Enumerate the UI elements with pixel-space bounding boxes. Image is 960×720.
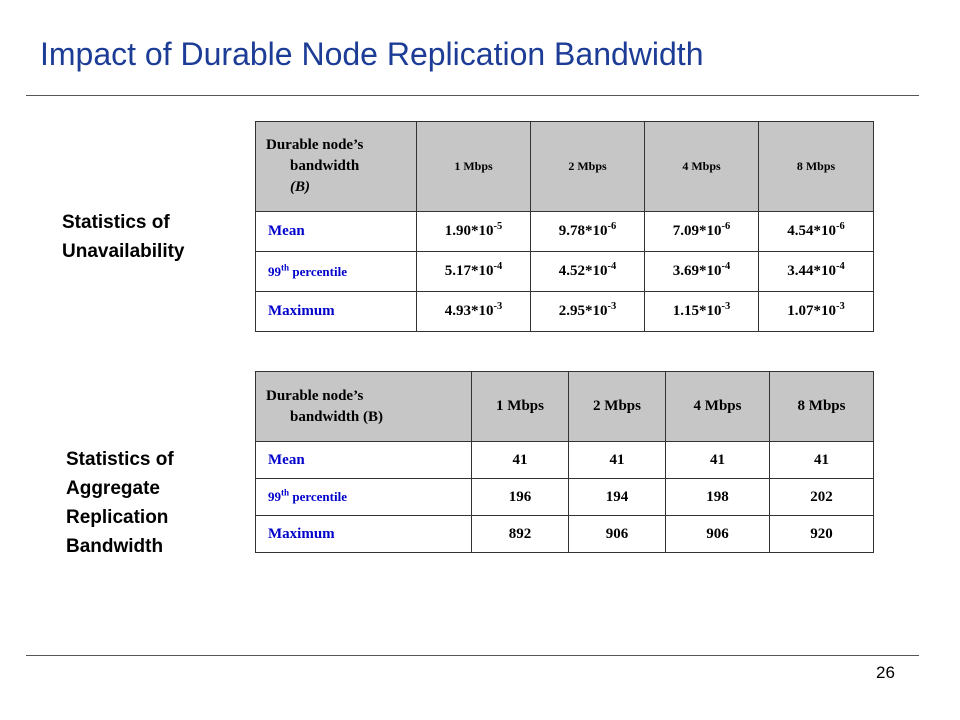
table-cell: 198 xyxy=(666,479,770,516)
table-cell: 906 xyxy=(666,516,770,553)
unavailability-label-line-2: Unavailability xyxy=(62,241,185,262)
page-number: 26 xyxy=(876,663,895,682)
column-header: 4 Mbps xyxy=(666,372,770,442)
table-cell: $3.69*10^{-4}$ xyxy=(645,252,759,292)
table-cell: 196 xyxy=(472,479,569,516)
table-cell: 41 xyxy=(472,442,569,479)
table-row xyxy=(256,479,874,516)
table-cell: 41 xyxy=(569,442,666,479)
column-header: 1 Mbps xyxy=(417,122,531,212)
bandwidth-label-line-1: Statistics of xyxy=(66,449,174,470)
unavailability-label xyxy=(62,208,185,266)
table-cell: $7.09*10^{-6}$ xyxy=(645,212,759,252)
bandwidth-label xyxy=(66,445,174,561)
table-corner-header xyxy=(256,372,472,442)
table-row xyxy=(256,212,874,252)
table-cell: $2.95*10^{-3}$ xyxy=(531,292,645,332)
unavailability-table xyxy=(255,121,874,332)
column-header: 8 Mbps xyxy=(759,122,874,212)
corner-line-3: (B) xyxy=(290,179,310,195)
column-header: 2 Mbps xyxy=(531,122,645,212)
row-label: Mean xyxy=(256,212,417,252)
corner-line-1: Durable node’s xyxy=(266,387,364,404)
bandwidth-label-line-2: Aggregate xyxy=(66,478,160,499)
table-cell: $3.44*10^{-4}$ xyxy=(759,252,874,292)
bandwidth-label-line-4: Bandwidth xyxy=(66,536,164,557)
table-cell: 194 xyxy=(569,479,666,516)
corner-line-2: bandwidth xyxy=(290,158,360,174)
bandwidth-label-line-3: Replication xyxy=(66,507,169,528)
row-label: Maximum xyxy=(256,516,472,553)
row-label: 99th percentile xyxy=(256,479,472,516)
row-label: 99th percentile xyxy=(256,252,417,292)
unavailability-label-line-1: Statistics of xyxy=(62,212,170,233)
table-cell: 41 xyxy=(770,442,874,479)
column-header: 1 Mbps xyxy=(472,372,569,442)
title-divider xyxy=(26,95,919,96)
table-cell: $5.17*10^{-4}$ xyxy=(417,252,531,292)
table-cell: $1.15*10^{-3}$ xyxy=(645,292,759,332)
table-row xyxy=(256,442,874,479)
table-row xyxy=(256,252,874,292)
footer-divider xyxy=(26,655,919,656)
column-header: 8 Mbps xyxy=(770,372,874,442)
table-header-row xyxy=(256,122,874,212)
table-header-row xyxy=(256,372,874,442)
table-corner-header xyxy=(256,122,417,212)
row-label: Mean xyxy=(256,442,472,479)
table-cell: $1.90*10^{-5}$ xyxy=(417,212,531,252)
table-row xyxy=(256,292,874,332)
table-cell: 202 xyxy=(770,479,874,516)
corner-line-1: Durable node’s xyxy=(266,137,364,153)
column-header: 2 Mbps xyxy=(569,372,666,442)
table-row xyxy=(256,516,874,553)
column-header: 4 Mbps xyxy=(645,122,759,212)
corner-line-2: bandwidth (B) xyxy=(290,408,383,425)
table-cell: 906 xyxy=(569,516,666,553)
table-cell: $1.07*10^{-3}$ xyxy=(759,292,874,332)
table-cell: $9.78*10^{-6}$ xyxy=(531,212,645,252)
table-cell: $4.93*10^{-3}$ xyxy=(417,292,531,332)
table-cell: 41 xyxy=(666,442,770,479)
table-cell: 892 xyxy=(472,516,569,553)
slide-title: Impact of Durable Node Replication Bandwidth xyxy=(40,36,704,72)
table-cell: 920 xyxy=(770,516,874,553)
table-cell: $4.52*10^{-4}$ xyxy=(531,252,645,292)
table-cell: $4.54*10^{-6}$ xyxy=(759,212,874,252)
bandwidth-table xyxy=(255,371,874,553)
row-label: Maximum xyxy=(256,292,417,332)
